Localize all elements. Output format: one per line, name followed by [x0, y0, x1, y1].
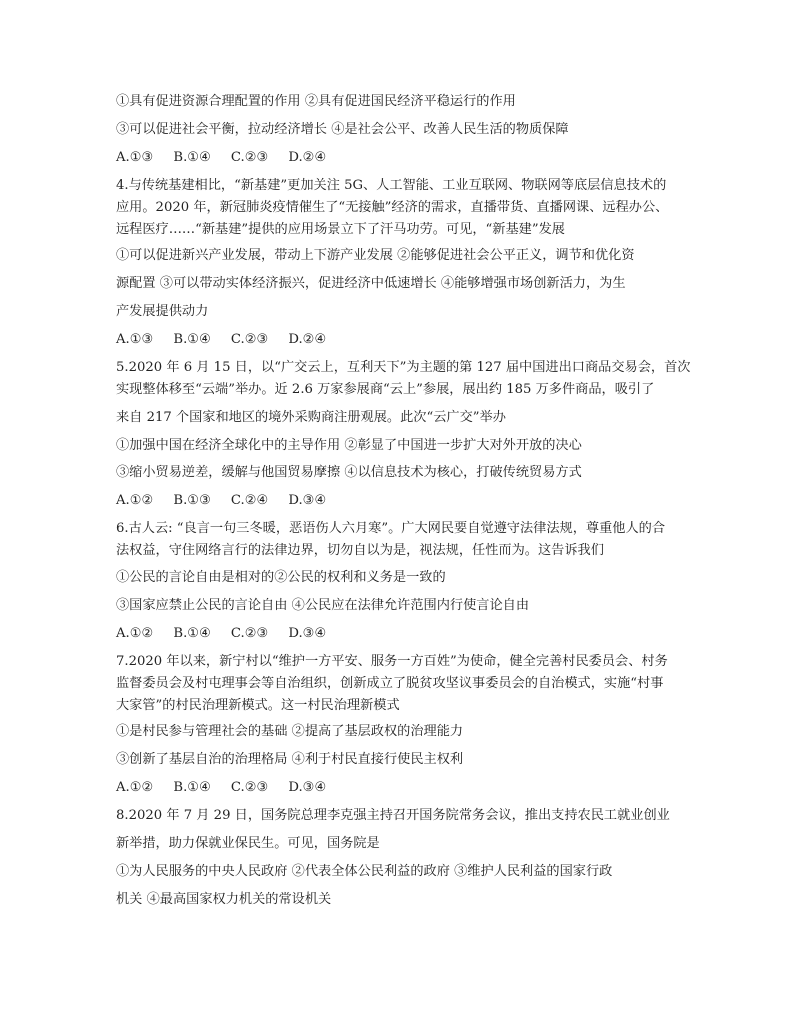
choice-d: D.②④: [288, 150, 327, 165]
q7-stem-line-2: 监督委员会及村屯理事会等自治组织，创新成立了脱贫攻坚议事委员会的自治模式，实施“村事: [116, 676, 664, 691]
q8-stem-line-2: 新举措，助力保就业保民生。可见，国务院是: [116, 836, 380, 851]
q3-choices: [116, 149, 346, 167]
q3-option-line-2: ③可以促进社会平衡，拉动经济增长 ④是社会公平、改善人民生活的物质保障: [116, 122, 569, 137]
choice-d: D.③④: [288, 780, 327, 795]
q4-option-line-3: 产发展提供动力: [116, 304, 209, 319]
choice-a: A.①②: [116, 493, 154, 508]
choice-a: A.①②: [116, 626, 154, 641]
q7-option-line-1: ①是村民参与管理社会的基础 ②提高了基层政权的治理能力: [116, 724, 464, 739]
choice-c: C.②③: [230, 626, 269, 641]
choice-a: A.①③: [116, 332, 154, 347]
q4-option-line-2: 源配置 ③可以带动实体经济振兴，促进经济中低速增长 ④能够增强市场创新活力，为生: [116, 276, 626, 291]
q6-option-line-1: ①公民的言论自由是相对的②公民的权利和义务是一致的: [116, 570, 446, 585]
choice-d: D.②④: [288, 332, 327, 347]
choice-d: D.③④: [288, 493, 327, 508]
q4-option-line-1: ①可以促进新兴产业发展，带动上下游产业发展 ②能够促进社会公平正义，调节和优化资: [116, 248, 635, 263]
choice-c: C.②③: [230, 332, 269, 347]
choice-c: C.②③: [230, 150, 269, 165]
q4-choices: [116, 331, 346, 349]
q5-stem-line-1: 5.2020 年 6 月 15 日，以“广交云上，互利天下”为主题的第 127 届中国进出口商品交易会，首次: [116, 360, 691, 375]
q5-stem-line-3: 来自 217 个国家和地区的境外采购商注册观展。此次“云广交”举办: [116, 410, 506, 425]
q8-option-line-1: ①为人民服务的中央人民政府 ②代表全体公民利益的政府 ③维护人民利益的国家行政: [116, 864, 613, 879]
choice-b: B.①④: [173, 780, 211, 795]
choice-b: B.①④: [173, 332, 211, 347]
q4-stem-line-1: 4.与传统基建相比，“新基建”更加关注 5G、人工智能、工业互联网、物联网等底层信息技术的: [116, 178, 667, 193]
choice-c: C.②③: [230, 780, 269, 795]
q5-stem-line-2: 实现整体移至“云端”举办。近 2.6 万家参展商“云上”参展，展出约 185 万多件商品，吸引了: [116, 382, 655, 397]
q6-stem-line-1: 6.古人云: “良言一句三冬暖，恶语伤人六月寒”。广大网民要自觉遵守法律法规，尊重他人的合: [116, 521, 666, 536]
choice-a: A.①③: [116, 150, 154, 165]
q4-stem-line-2: 应用。2020 年，新冠肺炎疫情催生了“无接触”经济的需求，直播带货、直播网课、远程办公、: [116, 200, 669, 215]
q5-choices: [116, 492, 346, 510]
q7-option-line-2: ③创新了基层自治的治理格局 ④利于村民直接行使民主权利: [116, 752, 464, 767]
q6-choices: [116, 625, 346, 643]
q3-option-line-1: ①具有促进资源合理配置的作用 ②具有促进国民经济平稳运行的作用: [116, 94, 516, 109]
q4-stem-line-3: 远程医疗……“新基建”提供的应用场景立下了汗马功劳。可见，“新基建”发展: [116, 222, 565, 237]
q5-option-line-1: ①加强中国在经济全球化中的主导作用 ②彰显了中国进一步扩大对外开放的决心: [116, 438, 582, 453]
q8-option-line-2: 机关 ④最高国家权力机关的常设机关: [116, 892, 332, 907]
q8-stem-line-1: 8.2020 年 7 月 29 日，国务院总理李克强主持召开国务院常务会议，推出支持农民工就业创业: [116, 808, 670, 823]
choice-c: C.②④: [230, 493, 269, 508]
q5-option-line-2: ③缩小贸易逆差，缓解与他国贸易摩擦 ④以信息技术为核心，打破传统贸易方式: [116, 465, 582, 480]
choice-b: B.①④: [173, 626, 211, 641]
q7-choices: [116, 779, 346, 797]
choice-d: D.③④: [288, 626, 327, 641]
q6-stem-line-2: 法权益，守住网络言行的法律边界，切勿自以为是，视法规，任性而为。这告诉我们: [116, 543, 604, 558]
choice-b: B.①③: [173, 493, 211, 508]
choice-a: A.①②: [116, 780, 154, 795]
choice-b: B.①④: [173, 150, 211, 165]
q7-stem-line-1: 7.2020 年以来，新宁村以“维护一方平安、服务一方百姓”为使命，健全完善村民委员会、村务: [116, 654, 668, 669]
q6-option-line-2: ③国家应禁止公民的言论自由 ④公民应在法律允许范围内行使言论自由: [116, 598, 530, 613]
q7-stem-line-3: 大家管”的村民治理新模式。这一村民治理新模式: [116, 698, 400, 713]
